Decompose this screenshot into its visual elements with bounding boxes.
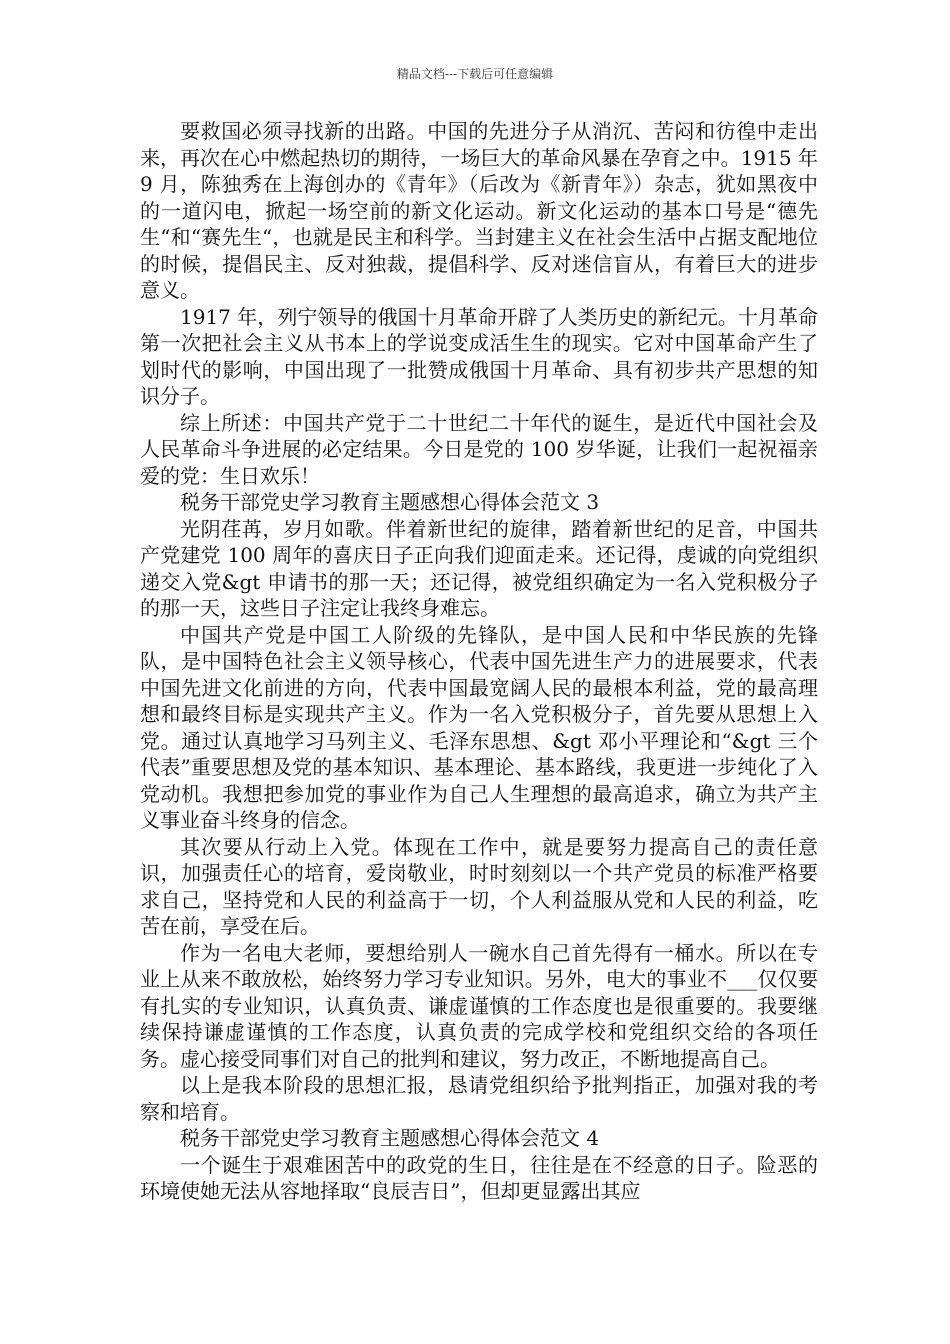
paragraph: 其次要从行动上入党。体现在工作中，就是要努力提高自己的责任意识，加强责任心的培育，爱岗敬业，时时刻刻以一个共产党员的标准严格要求自己，坚持党和人民的利益高于一切，个人利益服从党和人民的利益，吃苦在前，享受在后。 [140,834,818,938]
document-body [140,118,825,1205]
paragraph: 1917 年，列宁领导的俄国十月革命开辟了人类历史的新纪元。十月革命第一次把社会主义从书本上的学说变成活生生的现实。它对中国革命产生了划时代的影响，中国出现了一批赞成俄国十月革命、具有初步共产思想的知识分子。 [140,304,818,408]
paragraph: 以上是我本阶段的思想汇报，恳请党组织给予批判指正，加强对我的考察和培育。 [140,1073,818,1124]
paragraph: 综上所述：中国共产党于二十世纪二十年代的诞生，是近代中国社会及人民革命斗争进展的必定结果。今日是党的 100 岁华诞，让我们一起祝福亲爱的党：生日欢乐！ [140,410,818,488]
paragraph: 中国共产党是中国工人阶级的先锋队，是中国人民和中华民族的先锋队，是中国特色社会主义领导核心，代表中国先进生产力的进展要求，代表中国先进文化前进的方向，代表中国最宽阔人民的最根本利益，党的最高理想和最终目标是实现共产主义。作为一名入党积极分子，首先要从思想上入党。通过认真地学习马列主义、毛泽东思想、&gt 邓小平理论和“&gt 三个代表”重要思想及党的基本知识、基本理论、基本路线，我更进一步纯化了入党动机。我想把参加党的事业作为自己人生理想的最高追求，确立为共产主义事业奋斗终身的信念。 [140,622,818,832]
section-heading: 税务干部党史学习教育主题感想心得体会范文 3 [180,490,600,514]
page-header: 精品文档---下载后可任意编辑 [396,67,554,81]
paragraph: 光阴荏苒，岁月如歌。伴着新世纪的旋律，踏着新世纪的足音，中国共产党建党 100 周年的喜庆日子正向我们迎面走来。还记得，虔诚的向党组织递交入党&gt 申请书的那一天；还记得，被党组织确定为一名入党积极分子的那一天，这些日子注定让我终身难忘。 [140,516,818,620]
paragraph: 要救国必须寻找新的出路。中国的先进分子从消沉、苦闷和彷徨中走出来，再次在心中燃起热切的期待，一场巨大的革命风暴在孕育之中。1915 年 9 月，陈独秀在上海创办的《青年》（后改为《新青年》）杂志，犹如黑夜中的一道闪电，掀起一场空前的新文化运动。新文化运动的基本口号是“德先生“和“赛先生“，也就是民主和科学。当封建主义在社会生活中占据支配地位的时候，提倡民主、反对独裁，提倡科学、反对迷信盲从，有着巨大的进步意义。 [140,119,825,302]
paragraph: 一个诞生于艰难困苦中的政党的生日，往往是在不经意的日子。险恶的环境使她无法从容地择取“良辰吉日”，但却更显露出其应 [140,1152,818,1203]
paragraph: 作为一名电大老师，要想给别人一碗水自己首先得有一桶水。所以在专业上从来不敢放松，始终努力学习专业知识。另外，电大的事业不___仅仅要有扎实的专业知识，认真负责、谦虚谨慎的工作态度也是很重要的。我要继续保持谦虚谨慎的工作态度，认真负责的完成学校和党组织交给的各项任务。虚心接受同事们对自己的批判和建议，努力改正，不断地提高自己。 [140,940,818,1071]
section-heading: 税务干部党史学习教育主题感想心得体会范文 4 [180,1126,600,1150]
